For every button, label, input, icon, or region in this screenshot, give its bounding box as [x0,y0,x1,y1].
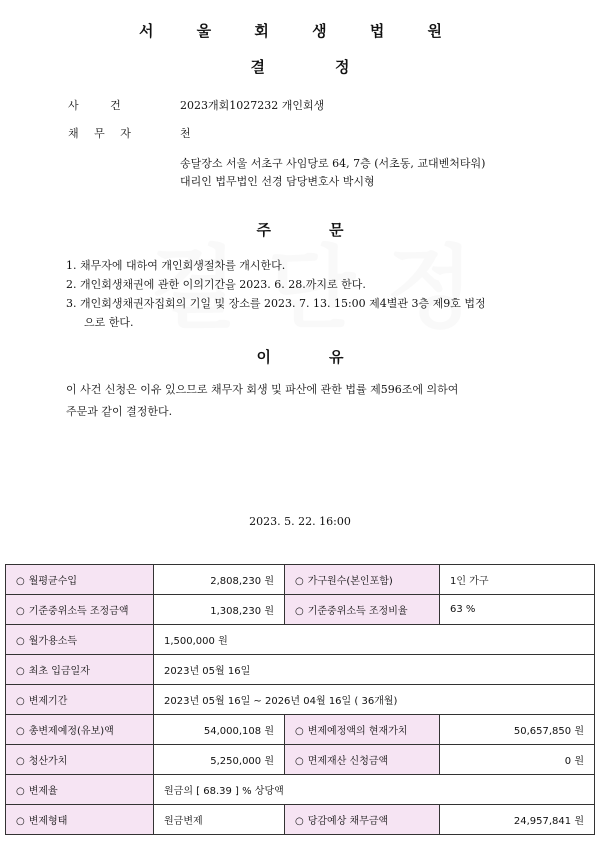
circle-icon: ○ [16,756,25,767]
repayment-type-label: ○ 변제형태 [6,805,154,835]
order-item-3: 3. 개인회생채권자집회의 기일 및 장소를 2023. 7. 13. 15:00 제4별관 3층 제9호 법정 [66,297,486,310]
median-ratio-label: ○ 기준중위소득 조정비율 [285,595,440,625]
table-row [6,565,595,595]
order-item-2: 2. 개인회생채권에 관한 이의기간을 2023. 6. 28.까지로 한다. [66,278,366,291]
circle-icon: ○ [16,726,25,737]
reason-left: 이 [256,348,271,366]
repayment-period-label: ○ 변제기간 [6,685,154,715]
median-adj-value: 1,308,230 원 [154,595,285,625]
circle-icon: ○ [295,606,304,617]
total-repayment-label: ○ 총변제예정(유보)액 [6,715,154,745]
order-heading [0,219,600,240]
order-item-1: 1. 채무자에 대하여 개인회생절차를 개시한다. [66,259,286,272]
circle-icon: ○ [295,816,304,827]
table-row [6,685,595,715]
expected-debt-label: ○ 당감예상 채무금액 [285,805,440,835]
median-adj-label: ○ 기준중위소득 조정금액 [6,595,154,625]
table-row [6,715,595,745]
circle-icon: ○ [295,726,304,737]
repayment-period-value: 2023년 05월 16일 ~ 2026년 04월 16일 ( 36개월) [154,685,595,715]
household-value: 1인 가구 [440,565,595,595]
household-label: ○ 가구원수(본인포함) [285,565,440,595]
first-payment-label: ○ 최초 입금일자 [6,655,154,685]
circle-icon: ○ [16,696,25,707]
circle-icon: ○ [295,756,304,767]
court-name: 서 울 회 생 법 원 [138,22,462,40]
circle-icon: ○ [16,576,25,587]
case-number: 2023개회1027232 개인회생 [180,99,325,112]
order-left: 주 [256,221,271,239]
table-row [6,595,595,625]
order-item-3-cont: 으로 한다. [84,316,134,329]
table-row [6,775,595,805]
circle-icon: ○ [295,576,304,587]
debtor-label: 채 무 자 [68,127,131,140]
exempt-label: ○ 면제재산 신청금액 [285,745,440,775]
liquidation-value: 5,250,000 원 [154,745,285,775]
median-ratio-value: 63 % [440,595,595,625]
first-payment-value: 2023년 05월 16일 [154,655,595,685]
debtor-name: 천 [180,127,191,140]
circle-icon: ○ [16,816,25,827]
reason-right: 유 [329,348,344,366]
circle-icon: ○ [16,786,25,797]
title-left: 결 [250,58,265,76]
summary-table [5,564,595,835]
reason-heading [0,346,600,367]
document-title [0,56,600,77]
table-row [6,655,595,685]
repayment-type-value: 원금변제 [154,805,285,835]
circle-icon: ○ [16,666,25,677]
reason-line-1: 이 사건 신청은 이유 있으므로 채무자 회생 및 파산에 관한 법률 제596조에 의하여 [66,383,459,396]
total-repayment-value: 54,000,108 원 [154,715,285,745]
table-row [6,745,595,775]
legal-agent: 대리인 법무법인 선경 담당변호사 박시형 [180,175,375,188]
case-label: 사 건 [68,99,121,112]
monthly-income-label: ○ 월평균수입 [6,565,154,595]
available-income-label: ○ 월가용소득 [6,625,154,655]
order-right: 문 [329,221,344,239]
exempt-value: 0 원 [440,745,595,775]
table-row [6,805,595,835]
present-value-value: 50,657,850 원 [440,715,595,745]
available-income-value: 1,500,000 원 [154,625,595,655]
repayment-rate-label: ○ 변제율 [6,775,154,805]
reason-line-2: 주문과 같이 결정한다. [66,405,173,418]
table-row [6,625,595,655]
expected-debt-value: 24,957,841 원 [440,805,595,835]
decision-date: 2023. 5. 22. 16:00 [249,515,351,528]
service-address: 송달장소 서울 서초구 사임당로 64, 7층 (서초동, 교대벤처타워) [180,157,486,170]
present-value-label: ○ 변제예정액의 현재가치 [285,715,440,745]
circle-icon: ○ [16,636,25,647]
circle-icon: ○ [16,606,25,617]
repayment-rate-value: 원금의 [ 68.39 ] % 상당액 [154,775,595,805]
liquidation-label: ○ 청산가치 [6,745,154,775]
monthly-income-value: 2,808,230 원 [154,565,285,595]
title-right: 정 [335,58,350,76]
